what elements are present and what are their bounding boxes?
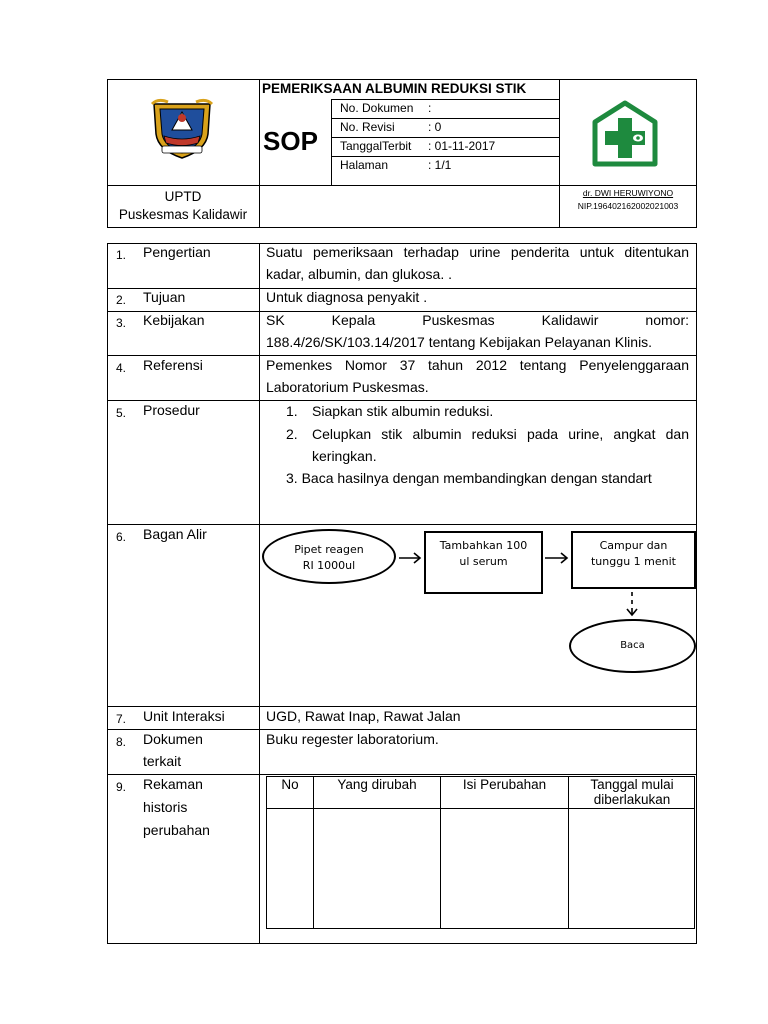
arrow-right-icon bbox=[398, 550, 424, 566]
pengertian-line1: Suatu pemeriksaan terhadap urine penderita untuk ditentukan bbox=[266, 244, 689, 260]
referensi-line2: Laboratorium Puskesmas. bbox=[266, 379, 429, 395]
section-label-bagan-alir: Bagan Alir bbox=[143, 526, 207, 542]
pengertian-line2: kadar, albumin, dan glukosa. . bbox=[266, 266, 453, 282]
section-number: 6. bbox=[116, 530, 127, 544]
regency-emblem-icon bbox=[148, 96, 216, 160]
kebijakan-line1: SK Kepala Puskesmas Kalidawir nomor: bbox=[266, 312, 689, 328]
meta-label-dokumen: No. Dokumen bbox=[340, 101, 414, 115]
arrow-down-icon bbox=[624, 591, 640, 618]
history-header-tanggal: Tanggal mulai diberlakukan bbox=[590, 777, 674, 807]
section-label-tujuan: Tujuan bbox=[143, 289, 186, 305]
meta-value-dokumen: : bbox=[428, 101, 432, 115]
org-name-line2: Puskesmas Kalidawir bbox=[118, 207, 248, 222]
flow-node-pipet-reagen bbox=[262, 529, 396, 584]
flow-node-tambahkan-serum bbox=[424, 531, 543, 594]
step-text: 3. Baca hasilnya dengan membandingkan dengan standart bbox=[286, 470, 652, 486]
section-number: 1. bbox=[116, 248, 127, 262]
section-label-dokumen: Dokumen bbox=[143, 731, 203, 747]
org-name-line1: UPTD bbox=[164, 189, 202, 204]
section-number: 2. bbox=[116, 293, 127, 307]
flow-node-text: Campur dan bbox=[599, 539, 668, 552]
section-label-unit-interaksi: Unit Interaksi bbox=[143, 708, 225, 724]
section-label-kebijakan: Kebijakan bbox=[143, 312, 205, 328]
section-number: 9. bbox=[116, 780, 127, 794]
section-number: 5. bbox=[116, 406, 127, 420]
flow-node-text: ul serum bbox=[459, 555, 508, 568]
section-label-referensi: Referensi bbox=[143, 357, 203, 373]
kebijakan-line2: 188.4/26/SK/103.14/2017 tentang Kebijakan Pelayanan Klinis. bbox=[266, 334, 653, 350]
section-label-prosedur: Prosedur bbox=[143, 402, 200, 418]
document-title: PEMERIKSAAN ALBUMIN REDUKSI STIK bbox=[262, 81, 527, 96]
section-label-pengertian: Pengertian bbox=[143, 244, 211, 260]
unit-interaksi-text: UGD, Rawat Inap, Rawat Jalan bbox=[266, 708, 461, 724]
section-label-terkait: terkait bbox=[143, 753, 182, 769]
flow-node-text: Tambahkan 100 bbox=[439, 539, 528, 552]
section-label-perubahan: perubahan bbox=[143, 822, 210, 838]
flow-node-text: RI 1000ul bbox=[302, 559, 356, 572]
history-header-no: No bbox=[281, 777, 299, 792]
history-header-isi-perubahan: Isi Perubahan bbox=[462, 777, 547, 792]
section-number: 3. bbox=[116, 316, 127, 330]
flow-node-text: Baca bbox=[620, 640, 645, 651]
puskesmas-logo-icon bbox=[592, 100, 658, 168]
signer-nip: NIP.196402162002021003 bbox=[577, 201, 679, 211]
referensi-line1: Pemenkes Nomor 37 tahun 2012 tentang Penyelenggaraan bbox=[266, 357, 689, 373]
step-text: Celupkan stik albumin reduksi pada urine, angkat dan bbox=[312, 426, 689, 442]
meta-value-halaman: : 1/1 bbox=[428, 158, 452, 172]
flow-node-campur-tunggu bbox=[571, 531, 696, 589]
step-number: 2. bbox=[286, 426, 298, 442]
tujuan-text: Untuk diagnosa penyakit . bbox=[266, 289, 428, 305]
meta-label-tanggal: TanggalTerbit bbox=[340, 139, 412, 153]
section-number: 8. bbox=[116, 735, 127, 749]
dokumen-terkait-text: Buku regester laboratorium. bbox=[266, 731, 439, 747]
step-number: 1. bbox=[286, 403, 298, 419]
sop-label: SOP bbox=[263, 126, 318, 156]
meta-label-revisi: No. Revisi bbox=[340, 120, 395, 134]
step-text: Siapkan stik albumin reduksi. bbox=[312, 403, 494, 419]
flow-node-text: tunggu 1 menit bbox=[590, 555, 676, 568]
meta-value-tanggal: : 01-11-2017 bbox=[428, 139, 496, 153]
section-number: 4. bbox=[116, 361, 127, 375]
flow-node-text: Pipet reagen bbox=[294, 543, 364, 556]
step-text-continued: keringkan. bbox=[312, 448, 377, 464]
history-header-yang-dirubah: Yang dirubah bbox=[337, 777, 417, 792]
section-number: 7. bbox=[116, 712, 127, 726]
arrow-right-icon bbox=[544, 550, 571, 566]
meta-label-halaman: Halaman bbox=[340, 158, 389, 172]
meta-value-revisi: : 0 bbox=[428, 120, 442, 134]
signer-name: dr. DWI HERUWIYONO bbox=[582, 188, 674, 198]
flow-node-baca bbox=[569, 619, 696, 673]
section-label-rekaman: Rekaman bbox=[143, 776, 203, 792]
section-label-historis: historis bbox=[143, 799, 188, 815]
